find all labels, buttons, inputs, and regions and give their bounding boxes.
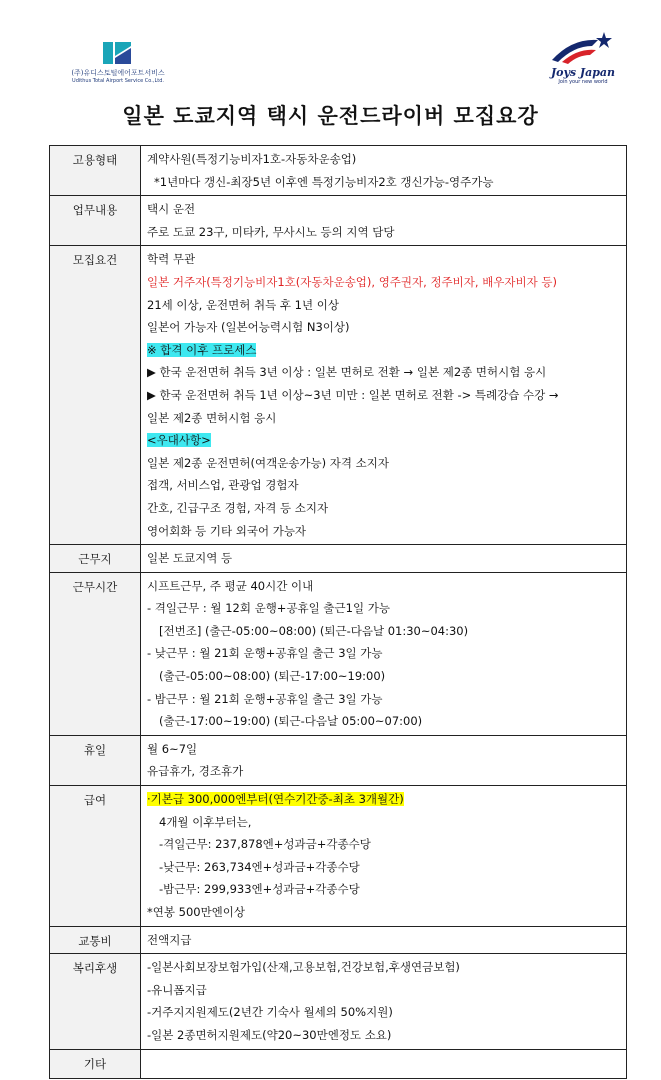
table-row-employment [50, 146, 627, 196]
requirements-line: 영어회화 등 기타 외국어 가능자 [147, 523, 307, 538]
salary-line: *연봉 500만엔이상 [147, 905, 246, 919]
row-content-requirements [141, 246, 627, 545]
table-row-holidays [50, 735, 627, 785]
hours-line: - 밤근무 : 월 21회 운행+공휴일 출근 3일 가능 [147, 691, 383, 706]
requirements-line: 접객, 서비스업, 관광업 경험자 [147, 478, 299, 493]
hours-line: - 격일근무 : 월 12회 운행+공휴일 출근1일 가능 [147, 601, 390, 616]
duties-line: 주로 도쿄 23구, 미타카, 무사시노 등의 지역 담당 [147, 224, 395, 239]
table-row-hours [50, 572, 627, 735]
row-content-transport [141, 926, 627, 954]
row-label-duties: 업무내용 [50, 196, 141, 246]
udithus-logo-korean-text: (주)유디스토털에어포트서비스 [71, 69, 165, 77]
requirements-line-residency: 일본 거주자(특정기능비자1호(자동차운송업), 영주권자, 정주비자, 배우자비자 등) [147, 274, 557, 289]
table-row-salary [50, 786, 627, 927]
table-row-requirements [50, 246, 627, 545]
welfare-line: -거주지지원제도(2년간 기숙사 월세의 50%지원) [147, 1005, 393, 1020]
recruitment-table [49, 145, 627, 1079]
row-label-location: 근무지 [50, 545, 141, 573]
welfare-line: -유니폼지급 [147, 982, 207, 997]
requirements-line: 21세 이상, 운전면허 취득 후 1년 이상 [147, 297, 339, 312]
row-label-employment: 고용형태 [50, 146, 141, 196]
row-content-duties [141, 196, 627, 246]
udithus-logo-mark [101, 40, 135, 66]
salary-line: 4개월 이후부터는, [159, 814, 252, 829]
row-content-salary [141, 786, 627, 927]
joys-japan-tagline: Join your new world [558, 79, 608, 85]
row-label-other: 기타 [50, 1049, 141, 1078]
holidays-line: 월 6~7일 [147, 741, 198, 756]
base-salary-highlight: ·기본급 300,000엔부터(연수기간중-최초 3개월간) [147, 792, 404, 807]
hours-line: (출근-05:00~08:00) (퇴근-17:00~19:00) [159, 669, 386, 684]
requirements-line: 일본어 가능자 (일본어능력시험 N3이상) [147, 320, 350, 335]
row-content-hours [141, 572, 627, 735]
table-row-welfare [50, 954, 627, 1049]
requirements-line: ▶ 한국 운전면허 취득 1년 이상~3년 미만 : 일본 면허로 전환 -> 특례강습 수강 → [147, 387, 559, 402]
row-content-welfare [141, 954, 627, 1049]
row-content-location [141, 545, 627, 573]
udithus-logo [58, 40, 178, 84]
hours-line: [전번조] (출근-05:00~08:00) (퇴근-다음날 01:30~04:30) [159, 623, 469, 638]
salary-line: -밤근무: 299,933엔+성과금+각종수당 [159, 882, 360, 897]
location-line: 일본 도쿄지역 등 [147, 551, 233, 566]
holidays-line: 유급휴가, 경조휴가 [147, 764, 244, 779]
row-label-transport: 교통비 [50, 926, 141, 954]
table-row-location [50, 545, 627, 573]
welfare-line: -일본 2종면허지원제도(약20~30만엔정도 소요) [147, 1027, 392, 1042]
table-row-duties [50, 196, 627, 246]
row-label-holidays: 휴일 [50, 735, 141, 785]
hours-line: - 낮근무 : 월 21회 운행+공휴일 출근 3일 가능 [147, 646, 383, 661]
requirements-line: 일본 제2종 운전면허(여객운송가능) 자격 소지자 [147, 455, 389, 470]
row-label-requirements: 모집요건 [50, 246, 141, 545]
row-content-holidays [141, 735, 627, 785]
hours-line: (출근-17:00~19:00) (퇴근-다음날 05:00~07:00) [159, 714, 423, 729]
joys-japan-brand-text: Joys Japan [550, 66, 616, 79]
salary-line: -격일근무: 237,878엔+성과금+각종수당 [159, 837, 371, 852]
requirements-line: 간호, 긴급구조 경험, 자격 등 소지자 [147, 500, 329, 515]
duties-line: 택시 운전 [147, 202, 196, 217]
requirements-line: 학력 무관 [147, 252, 196, 267]
row-content-employment [141, 146, 627, 196]
requirements-line: ▶ 한국 운전면허 취득 3년 이상 : 일본 면허로 전환 → 일본 제2종 면허시험 응시 [147, 365, 547, 380]
welfare-line: -일본사회보장보험가입(산재,고용보험,건강보험,후생연금보험) [147, 960, 460, 975]
transport-line: 전액지급 [147, 932, 192, 947]
row-label-welfare: 복리후생 [50, 954, 141, 1049]
hours-line: 시프트근무, 주 평균 40시간 이내 [147, 578, 314, 593]
process-heading: ※ 합격 이후 프로세스 [147, 342, 257, 357]
salary-line: -낮근무: 263,734엔+성과금+각종수당 [159, 859, 360, 874]
preferred-heading: <우대사항> [147, 433, 211, 448]
row-content-other [141, 1049, 627, 1078]
table-row-transport [50, 926, 627, 954]
requirements-line: 일본 제2종 면허시험 응시 [147, 410, 277, 425]
table-row-other [50, 1049, 627, 1078]
udithus-logo-english-text: Udithus Total Airport Service Co.,Ltd. [72, 78, 164, 84]
joys-japan-logo-mark [548, 30, 618, 68]
employment-line: 계약사원(특정기능비자1호-자동차운송업) [147, 152, 357, 166]
joys-japan-logo [538, 30, 628, 85]
row-label-salary: 급여 [50, 786, 141, 927]
employment-line: *1년마다 갱신-최장5년 이후엔 특정기능비자2호 갱신가능-영주가능 [154, 174, 494, 189]
page-title: 일본 도쿄지역 택시 운전드라이버 모집요강 [122, 104, 539, 128]
row-label-hours: 근무시간 [50, 572, 141, 735]
